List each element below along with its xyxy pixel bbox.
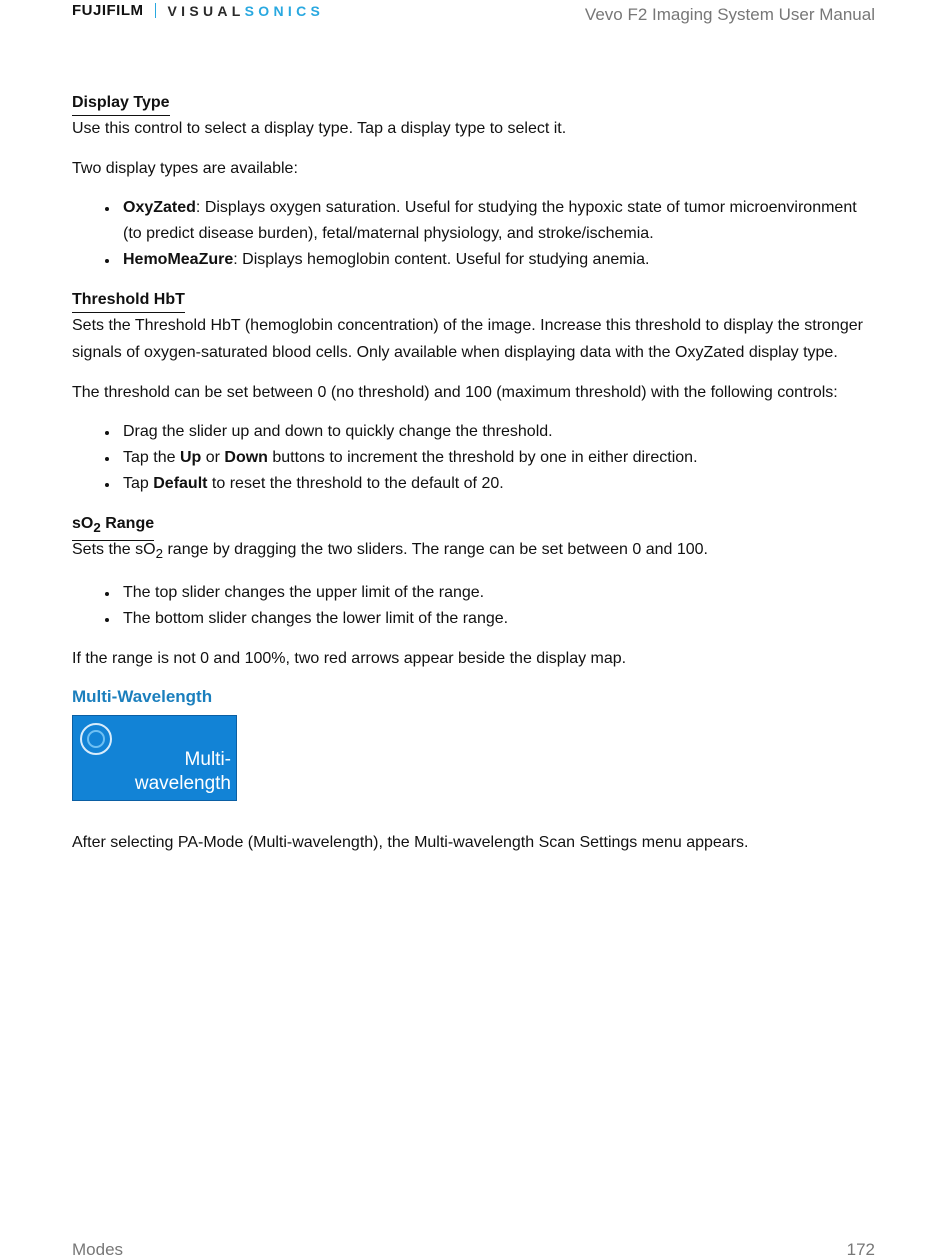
so2-heading-post: Range xyxy=(100,515,155,532)
list-item xyxy=(123,247,872,273)
list-item xyxy=(123,471,872,497)
display-type-available: Two display types are available: xyxy=(72,160,298,177)
list-item xyxy=(123,195,872,247)
display-type-heading: Display Type xyxy=(72,91,170,116)
list-text: Tap xyxy=(123,475,154,492)
threshold-range-text: The threshold can be set between 0 (no threshold) and 100 (maximum threshold) with the following controls: xyxy=(72,384,838,401)
footer-section: Modes xyxy=(72,1240,124,1259)
threshold-description: Sets the Threshold HbT (hemoglobin concentration) of the image. Increase this threshold to display the stronger signals of oxygen-saturated blood cells. Only available when displaying data with the OxyZated display type. xyxy=(72,317,863,361)
page-header xyxy=(72,0,875,30)
so2-note: If the range is not 0 and 100%, two red arrows appear beside the display map. xyxy=(72,650,627,668)
oxyzated-description: : Displays oxygen saturation. Useful for studying the hypoxic state of tumor microenvironment (to predict disease burden), fetal/maternal physiology, and stroke/ischemia. xyxy=(123,199,857,242)
multi-wavelength-heading: Multi-Wavelength xyxy=(72,687,213,707)
list-text: to reset the threshold to the default of 20. xyxy=(207,475,504,492)
logo-divider xyxy=(155,3,156,18)
hemomeazure-term: HemoMeaZure xyxy=(123,251,234,268)
display-type-intro: Use this control to select a display type. Tap a display type to select it. xyxy=(72,120,567,137)
multi-wavelength-button xyxy=(72,715,237,801)
hemomeazure-description: : Displays hemoglobin content. Useful for studying anemia. xyxy=(233,251,650,268)
display-type-list xyxy=(72,195,872,273)
so2-text-pre: Sets the sO xyxy=(72,541,156,558)
logo-visual-text: VISUAL xyxy=(167,2,245,19)
so2-heading-pre: sO xyxy=(72,515,94,532)
list-item: Drag the slider up and down to quickly change the threshold. xyxy=(123,419,872,445)
logo-sonics-text: SONICS xyxy=(244,2,325,19)
so2-text-sub: 2 xyxy=(155,546,164,562)
logo-fujifilm-text: FUJIFILM xyxy=(72,2,144,19)
default-term: Default xyxy=(153,475,208,492)
page-content xyxy=(72,89,872,869)
list-text: buttons to increment the threshold by one in either direction. xyxy=(267,449,698,466)
so2-heading-sub: 2 xyxy=(93,520,101,536)
multi-wavelength-button-label: Multi- wavelength xyxy=(134,749,231,795)
oxyzated-term: OxyZated xyxy=(123,199,196,216)
list-item: The top slider changes the upper limit of the range. xyxy=(123,580,872,606)
threshold-hbt-heading: Threshold HbT xyxy=(72,288,185,313)
so2-slider-list xyxy=(72,580,872,632)
list-text: Tap the xyxy=(123,449,180,466)
radio-inner-icon xyxy=(87,730,105,748)
so2-text-post: range by dragging the two sliders. The range can be set between 0 and 100. xyxy=(163,541,708,558)
list-text: or xyxy=(201,449,225,466)
page-number: 172 xyxy=(846,1240,875,1259)
so2-description xyxy=(72,536,872,567)
threshold-controls-list xyxy=(72,419,872,497)
down-term: Down xyxy=(224,449,268,466)
multi-wavelength-after: After selecting PA-Mode (Multi-wavelength), the Multi-wavelength Scan Settings menu appears. xyxy=(72,834,749,852)
up-term: Up xyxy=(179,449,202,466)
list-item xyxy=(123,445,872,471)
manual-title: Vevo F2 Imaging System User Manual xyxy=(584,5,875,24)
fujifilm-visualsonics-logo xyxy=(72,2,324,19)
list-item: The bottom slider changes the lower limit of the range. xyxy=(123,606,872,632)
